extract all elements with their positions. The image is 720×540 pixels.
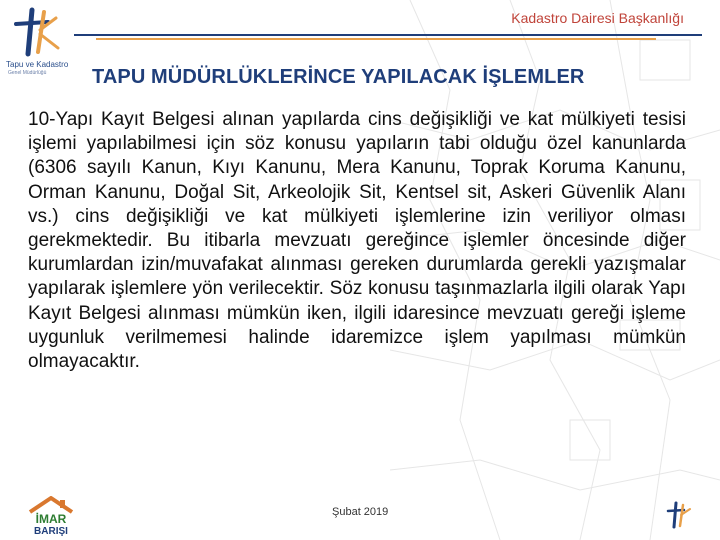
- header-rule-orange: [96, 38, 656, 40]
- body-paragraph: 10-Yapı Kayıt Belgesi alınan yapılarda cins değişikliği ve kat mülkiyeti tesisi işlemi yapılabilmesi için söz konusu yapıların tabi olduğu özel kanunlarda (6306 sayılı Kanun, Kıyı Kanunu, Mera Kanunu, Toprak Koruma Kanunu, Orman Kanunu, Doğal Sit, Arkeolojik Sit, Kentsel sit, Askeri Güvenlik Alanı vs.) cins değişikliği ve kat mülkiyeti işlemlerine izin veriliyor olması gerekmektedir. Bu itibarla mevzuatı gereğince işlemler öncesinde diğer kurumlardan izin/muvafakat alınması gereken durumlarda gerekli yazışmalar yapılarak işlemlere yön verilecektir. Söz konusu taşınmazlarla ilgili olarak Yapı Kayıt Belgesi alınması mümkün iken, ilgili idaresince mevzuatı gereği işleme uygunluk verilmemesi halinde idaremizce işlem yapılması mümkün olmayacaktır.: [28, 109, 686, 373]
- tkgm-small-emblem-icon: [664, 500, 692, 530]
- imar-logo-line1: İMAR: [35, 512, 67, 526]
- header-rule-blue: [74, 34, 702, 36]
- slide-title: TAPU MÜDÜRLÜKLERİNCE YAPILACAK İŞLEMLER: [92, 66, 585, 88]
- house-roof-icon: [24, 496, 78, 536]
- tkgm-emblem-icon: [4, 4, 64, 60]
- department-title: Kadastro Dairesi Başkanlığı: [511, 10, 684, 26]
- footer-date: Şubat 2019: [332, 506, 389, 518]
- tkgm-logo: [4, 4, 72, 76]
- logo-text-line2: Genel Müdürlüğü: [8, 70, 47, 76]
- imar-logo-line2: BARIŞI: [34, 526, 68, 536]
- imar-barisi-logo: [24, 496, 78, 536]
- logo-text-line1: Tapu ve Kadastro: [6, 60, 69, 69]
